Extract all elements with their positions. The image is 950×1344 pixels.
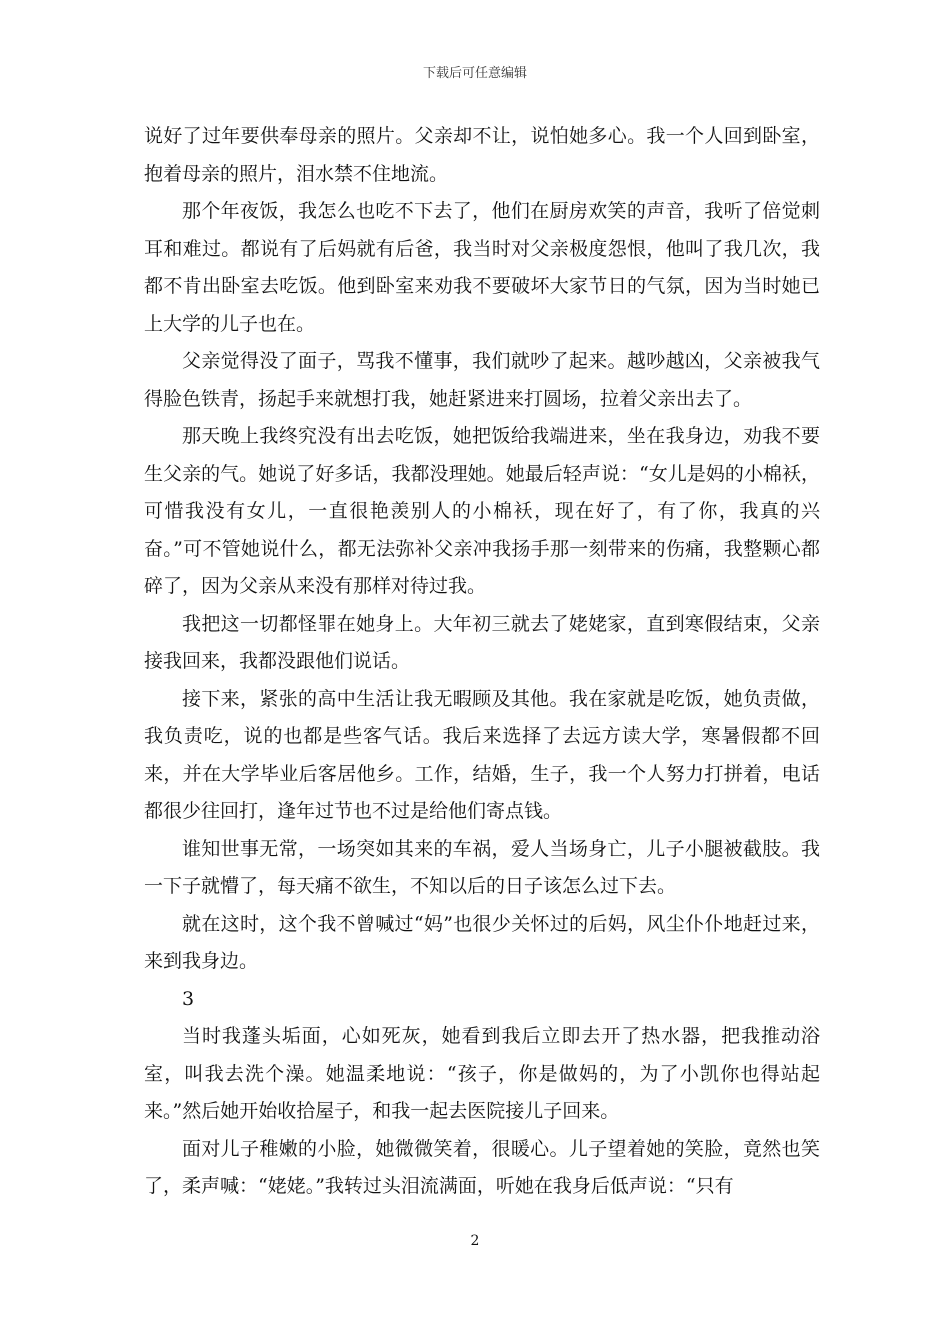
- paragraph: 谁知世事无常，一场突如其来的车祸，爱人当场身亡，儿子小腿被截肢。我一下子就懵了，每天痛不欲生，不知以后的日子该怎么过下去。: [144, 837, 820, 897]
- paragraph: 那个年夜饭，我怎么也吃不下去了，他们在厨房欢笑的声音，我听了倍觉刺耳和难过。都说有了后妈就有后爸，我当时对父亲极度怨恨，他叫了我几次，我都不肯出卧室去吃饭。他到卧室来劝我不要破坏大家节日的气氛，因为当时她已上大学的儿子也在。: [144, 200, 820, 335]
- paragraph: 那天晚上我终究没有出去吃饭，她把饭给我端进来，坐在我身边，劝我不要生父亲的气。她说了好多话，我都没理她。她最后轻声说：“女儿是妈的小棉袄，可惜我没有女儿，一直很艳羡别人的小棉袄，现在好了，有了你，我真的兴奋。”可不管她说什么，都无法弥补父亲冲我扬手那一刻带来的伤痛，我整颗心都碎了，因为父亲从来没有那样对待过我。: [144, 425, 820, 597]
- page-header: 下载后可任意编辑: [422, 66, 527, 81]
- paragraph: 说好了过年要供奉母亲的照片。父亲却不让，说怕她多心。我一个人回到卧室，抱着母亲的照片，泪水禁不住地流。: [144, 125, 820, 185]
- section-number: 3: [182, 987, 195, 1010]
- document-body: [144, 118, 820, 1206]
- page-number: 2: [470, 1233, 480, 1249]
- paragraph: 当时我蓬头垢面，心如死灰，她看到我后立即去开了热水器，把我推动浴室，叫我去洗个澡。她温柔地说：“孩子，你是做妈的，为了小凯你也得站起来。”然后她开始收拾屋子，和我一起去医院接儿子回来。: [144, 1025, 820, 1122]
- paragraph: 接下来，紧张的高中生活让我无暇顾及其他。我在家就是吃饭，她负责做，我负责吃，说的也都是些客气话。我后来选择了去远方读大学，寒暑假都不回来，并在大学毕业后客居他乡。工作，结婚，生子，我一个人努力打拼着，电话都很少往回打，逢年过节也不过是给他们寄点钱。: [144, 687, 820, 822]
- paragraph: 面对儿子稚嫩的小脸，她微微笑着，很暖心。儿子望着她的笑脸，竟然也笑了，柔声喊：“姥姥。”我转过头泪流满面，听她在我身后低声说：“只有: [144, 1137, 820, 1197]
- paragraph: 父亲觉得没了面子，骂我不懂事，我们就吵了起来。越吵越凶，父亲被我气得脸色铁青，扬起手来就想打我，她赶紧进来打圆场，拉着父亲出去了。: [144, 350, 820, 410]
- paragraph: 就在这时，这个我不曾喊过“妈”也很少关怀过的后妈，风尘仆仆地赶过来，来到我身边。: [144, 912, 820, 972]
- paragraph: 我把这一切都怪罪在她身上。大年初三就去了姥姥家，直到寒假结束，父亲接我回来，我都没跟他们说话。: [144, 612, 820, 672]
